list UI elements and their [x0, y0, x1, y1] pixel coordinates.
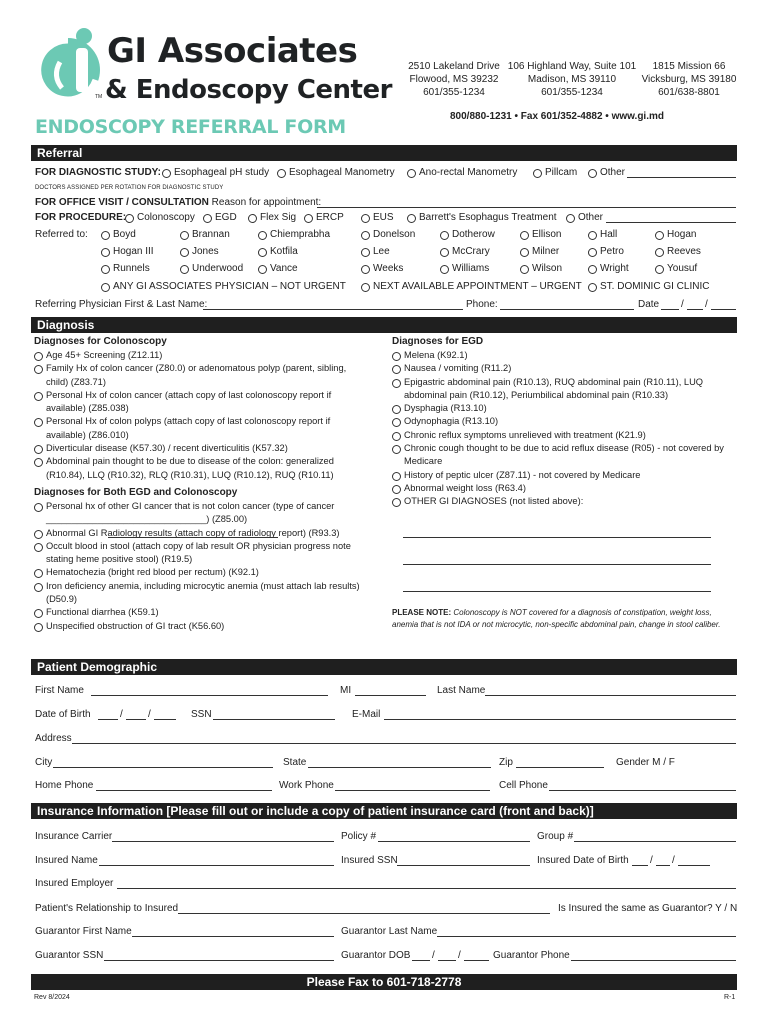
radio-circle-icon: [258, 265, 267, 274]
colonoscopy-dx-option[interactable]: [34, 442, 369, 455]
referral-date-day[interactable]: [687, 309, 703, 310]
egd-dx-option[interactable]: [392, 495, 736, 508]
insured-employer-line[interactable]: [117, 888, 736, 889]
option-procedure-other[interactable]: Other: [566, 212, 603, 224]
home-phone-line[interactable]: [96, 790, 272, 791]
doctor-option[interactable]: [655, 263, 697, 275]
radio-circle-icon: [655, 248, 664, 257]
doctor-option[interactable]: [361, 229, 415, 241]
colonoscopy-dx-option-label: Personal Hx of colon polyps (attach copy of last colonoscopy report if available) (Z86.010): [46, 416, 331, 440]
radio-circle-icon: [34, 530, 43, 539]
radio-circle-icon: [101, 265, 110, 274]
contact-line: 800/880-1231 • Fax 601/352-4882 • www.gi.md: [450, 111, 664, 122]
doctor-name: Donelson: [373, 229, 416, 240]
radio-circle-icon: [361, 265, 370, 274]
radio-circle-icon: [588, 283, 597, 292]
radio-circle-icon: [277, 169, 286, 178]
option-any-physician[interactable]: ANY GI ASSOCIATES PHYSICIAN – NOT URGENT: [101, 281, 346, 293]
doctor-option[interactable]: [361, 263, 403, 275]
gender-label[interactable]: Gender M / F: [616, 757, 675, 768]
doctor-name: Hall: [600, 229, 618, 240]
egd-dx-option-label: Melena (K92.1): [404, 350, 468, 360]
doctor-name: Weeks: [373, 263, 404, 274]
radio-circle-icon: [34, 623, 43, 632]
doctor-name: Williams: [452, 263, 490, 274]
egd-dx-option[interactable]: [392, 376, 736, 403]
colonoscopy-dx-option-label: Family Hx of colon cancer (Z80.0) or adenomatous polyp (parent, sibling, child) (Z83.71): [46, 363, 347, 387]
egd-dx-option-label: Dysphagia (R13.10): [404, 403, 487, 414]
egd-dx-option[interactable]: [392, 429, 736, 442]
policy-line[interactable]: [378, 841, 530, 842]
option-ercp[interactable]: ERCP: [304, 212, 344, 224]
colonoscopy-dx-option[interactable]: [34, 455, 369, 482]
both-dx-option-label: Hematochezia (bright red blood per rectum) (K92.1): [46, 567, 259, 578]
radio-circle-icon: [392, 379, 401, 388]
doctor-option[interactable]: [101, 229, 136, 241]
colonoscopy-dx-option[interactable]: [34, 349, 369, 362]
insured-dob-day[interactable]: [656, 865, 670, 866]
last-name-label: Last Name: [437, 685, 486, 696]
doctor-option[interactable]: [440, 246, 490, 258]
radio-circle-icon: [361, 248, 370, 257]
egd-dx-option-label: Chronic cough thought to be due to acid reflux disease (R05) - not covered by Medicare: [404, 443, 724, 467]
radio-circle-icon: [203, 214, 212, 223]
cell-phone-label: Cell Phone: [499, 780, 548, 791]
address-flowood: 2510 Lakeland Drive Flowood, MS 39232 601/355-1234: [408, 61, 500, 98]
radio-circle-icon: [440, 265, 449, 274]
doctor-option[interactable]: [258, 246, 298, 258]
guarantor-phone-label: Guarantor Phone: [493, 950, 570, 961]
radio-circle-icon: [407, 214, 416, 223]
doctor-name: Reeves: [667, 246, 701, 257]
radio-circle-icon: [520, 248, 529, 257]
radio-circle-icon: [655, 265, 664, 274]
work-phone-line[interactable]: [335, 790, 490, 791]
option-colonoscopy[interactable]: Colonoscopy: [125, 212, 195, 224]
referred-to-label: Referred to:: [35, 229, 88, 240]
fax-bar: Please Fax to 601-718-2778: [31, 974, 737, 990]
radio-circle-icon: [34, 543, 43, 552]
form-title: ENDOSCOPY REFERRAL FORM: [35, 116, 346, 138]
egd-dx-option-label: Abnormal weight loss (R63.4): [404, 482, 526, 493]
insurance-carrier-line[interactable]: [112, 841, 334, 842]
mi-line[interactable]: [355, 695, 426, 696]
doctor-name: Runnels: [113, 263, 150, 274]
logo-title-line2: & Endoscopy Center: [105, 75, 392, 105]
phone-label: Phone:: [466, 299, 498, 310]
slash: /: [458, 950, 461, 961]
doctor-option[interactable]: [655, 229, 696, 241]
egd-dx-option-label: OTHER GI DIAGNOSES (not listed above):: [404, 496, 584, 507]
insured-dob-month[interactable]: [632, 865, 648, 866]
radio-circle-icon: [34, 445, 43, 454]
radio-circle-icon: [101, 231, 110, 240]
both-dx-option[interactable]: [34, 606, 369, 619]
doctor-option[interactable]: [101, 263, 150, 275]
egd-dx-option[interactable]: [392, 362, 736, 375]
policy-label: Policy #: [341, 831, 377, 842]
egd-dx-option[interactable]: [392, 482, 736, 495]
radio-circle-icon: [361, 231, 370, 240]
radio-circle-icon: [392, 418, 401, 427]
doctor-name: Chiemprabha: [270, 229, 331, 240]
group-line[interactable]: [574, 841, 736, 842]
radio-circle-icon: [34, 569, 43, 578]
doctor-name: Dotherow: [452, 229, 495, 240]
option-esophageal-ph[interactable]: Esophageal pH study: [162, 167, 269, 179]
egd-dx-option[interactable]: [392, 402, 736, 415]
doctor-name: McCrary: [452, 246, 490, 257]
radio-circle-icon: [34, 418, 43, 427]
option-pillcam[interactable]: Pillcam: [533, 167, 577, 179]
state-line[interactable]: [308, 767, 491, 768]
egd-dx-option[interactable]: [392, 442, 736, 469]
slash: /: [432, 950, 435, 961]
diagnoses-egd: [392, 335, 736, 509]
insured-dob-year[interactable]: [678, 865, 710, 866]
address-line[interactable]: [72, 743, 736, 744]
both-dx-option-label: Abnormal GI Radiology results (attach copy of radiology report) (R93.3): [46, 527, 340, 538]
both-dx-option-label: Occult blood in stool (attach copy of lab result OR physician progress note stating heme positive stool) (R19.5): [46, 540, 351, 565]
gi-logo-icon: [32, 26, 104, 104]
doctor-name: Vance: [270, 263, 298, 274]
doctor-name: Ellison: [532, 229, 562, 240]
form-code: R-1: [724, 994, 736, 1001]
cancer-type-line[interactable]: [108, 537, 278, 538]
radio-circle-icon: [392, 365, 401, 374]
referral-phone-line[interactable]: [500, 309, 634, 310]
guarantor-last-line[interactable]: [437, 936, 736, 937]
revision-label: Rev 8/2024: [34, 994, 70, 1001]
slash: /: [705, 299, 708, 310]
option-eus[interactable]: EUS: [361, 212, 394, 224]
insurance-carrier-label: Insurance Carrier: [35, 831, 113, 842]
reason-line[interactable]: [317, 207, 736, 208]
radio-circle-icon: [258, 231, 267, 240]
doctor-name: Brannan: [192, 229, 230, 240]
colonoscopy-dx-option[interactable]: [34, 362, 369, 389]
both-dx-option-label: Personal hx of other GI cancer that is not colon cancer (type of cancer _______________________________) (Z85.00): [46, 500, 335, 525]
doctors-rotation-note: DOCTORS ASSIGNED PER ROTATION FOR DIAGNOSTIC STUDY: [35, 185, 224, 191]
both-dx-option[interactable]: [34, 580, 369, 607]
option-barretts[interactable]: Barrett's Esophagus Treatment: [407, 212, 557, 224]
option-anorectal-manometry[interactable]: Ano-rectal Manometry: [407, 167, 517, 179]
doctor-name: Yousuf: [667, 263, 698, 274]
relationship-label: Patient's Relationship to Insured: [35, 903, 179, 914]
doctor-name: Hogan: [667, 229, 697, 240]
both-dx-option[interactable]: [34, 540, 369, 567]
first-name-line[interactable]: [91, 695, 328, 696]
radio-circle-icon: [392, 352, 401, 361]
egd-dx-option-label: Nausea / vomiting (R11.2): [404, 363, 512, 374]
radio-circle-icon: [520, 231, 529, 240]
section-bar-patient: Patient Demographic: [31, 659, 737, 675]
radio-circle-icon: [407, 169, 416, 178]
doctor-name: Jones: [192, 246, 219, 257]
section-bar-referral: Referral: [31, 145, 737, 161]
guarantor-dob-label: Guarantor DOB: [341, 950, 411, 961]
doctor-name: Petro: [600, 246, 624, 257]
radio-circle-icon: [180, 248, 189, 257]
insured-name-line[interactable]: [99, 865, 334, 866]
mi-label: MI: [340, 685, 352, 696]
group-label: Group #: [537, 831, 574, 842]
section-bar-diagnosis: Diagnosis: [31, 317, 737, 333]
procedure-other-line[interactable]: [606, 222, 736, 223]
radio-circle-icon: [162, 169, 171, 178]
doctor-option[interactable]: [440, 229, 495, 241]
doctor-name: Kotfila: [270, 246, 298, 257]
colonoscopy-title: Diagnoses for Colonoscopy: [34, 336, 167, 347]
radio-circle-icon: [34, 365, 43, 374]
address-madison: 106 Highland Way, Suite 101 Madison, MS 39110 601/355-1234: [507, 61, 637, 98]
radio-circle-icon: [392, 472, 401, 481]
insured-ssn-line[interactable]: [397, 865, 530, 866]
referral-date-year[interactable]: [711, 309, 736, 310]
city-label: City: [35, 757, 53, 768]
diagnoses-colonoscopy: [34, 335, 369, 633]
same-as-guarantor-label[interactable]: Is Insured the same as Guarantor? Y / N: [558, 903, 738, 914]
radio-circle-icon: [101, 283, 110, 292]
ssn-label: SSN: [191, 709, 212, 720]
other-dx-line-2[interactable]: [403, 564, 711, 565]
radio-circle-icon: [34, 458, 43, 467]
option-st-dominic[interactable]: ST. DOMINIC GI CLINIC: [588, 281, 709, 293]
egd-dx-option-label: Epigastric abdominal pain (R10.13), RUQ abdominal pain (R10.11), LUQ abdominal pain (R10.12), Periumbilical abdominal pain (R10.33): [404, 376, 704, 400]
referral-date-label: Date: [638, 299, 660, 310]
guarantor-ssn-label: Guarantor SSN: [35, 950, 104, 961]
doctor-option[interactable]: [588, 229, 617, 241]
doctor-option[interactable]: [258, 263, 298, 275]
radio-circle-icon: [655, 231, 664, 240]
doctor-option[interactable]: [520, 263, 562, 275]
egd-dx-option-label: History of peptic ulcer (Z87.11) - not covered by Medicare: [404, 469, 641, 480]
egd-dx-option[interactable]: [392, 349, 736, 362]
doctor-option[interactable]: [180, 229, 230, 241]
option-next-available[interactable]: NEXT AVAILABLE APPOINTMENT – URGENT: [361, 281, 582, 293]
doctor-option[interactable]: [588, 263, 629, 275]
ssn-line[interactable]: [213, 719, 335, 720]
doctor-name: Wright: [600, 263, 629, 274]
guarantor-phone-line[interactable]: [571, 960, 736, 961]
logo-title-line1: GI Associates: [107, 31, 358, 71]
guarantor-first-line[interactable]: [132, 936, 334, 937]
please-note: PLEASE NOTE: Colonoscopy is NOT covered for a diagnosis of constipation, weight loss, anemia that is not IDA or not microcytic, non-specific abdominal pain, change in stool caliber.: [392, 608, 721, 629]
radio-circle-icon: [520, 265, 529, 274]
insured-name-label: Insured Name: [35, 855, 98, 866]
trademark-mark: TM: [95, 94, 103, 100]
radio-circle-icon: [180, 265, 189, 274]
colonoscopy-list: [34, 349, 369, 482]
doctor-option[interactable]: [101, 246, 154, 258]
radio-circle-icon: [588, 169, 597, 178]
radio-circle-icon: [258, 248, 267, 257]
radio-circle-icon: [392, 498, 401, 507]
radio-circle-icon: [392, 405, 401, 414]
radio-circle-icon: [440, 248, 449, 257]
dob-label: Date of Birth: [35, 709, 91, 720]
guarantor-dob-day[interactable]: [438, 960, 456, 961]
city-line[interactable]: [53, 767, 273, 768]
colonoscopy-dx-option-label: Personal Hx of colon cancer (attach copy of last colonoscopy report if available) (Z85.038): [46, 389, 332, 414]
doctor-name: Milner: [532, 246, 560, 257]
guarantor-last-label: Guarantor Last Name: [341, 926, 438, 937]
doctor-option[interactable]: [520, 229, 561, 241]
diagnostic-study-label: FOR DIAGNOSTIC STUDY:: [35, 167, 161, 178]
address-label: Address: [35, 733, 72, 744]
other-dx-line-3[interactable]: [403, 591, 711, 592]
work-phone-label: Work Phone: [279, 780, 334, 791]
dob-year[interactable]: [154, 719, 176, 720]
both-dx-option-label: Unspecified obstruction of GI tract (K56.60): [46, 620, 225, 631]
first-name-label: First Name: [35, 685, 84, 696]
radio-circle-icon: [533, 169, 542, 178]
radio-circle-icon: [440, 231, 449, 240]
egd-dx-option[interactable]: [392, 415, 736, 428]
diag-other-line[interactable]: [627, 177, 736, 178]
guarantor-first-label: Guarantor First Name: [35, 926, 132, 937]
option-flex-sig[interactable]: Flex Sig: [248, 212, 296, 224]
radio-circle-icon: [248, 214, 257, 223]
home-phone-label: Home Phone: [35, 780, 94, 791]
colonoscopy-dx-option[interactable]: [34, 389, 369, 416]
both-list: [34, 500, 369, 633]
insured-ssn-label: Insured SSN: [341, 855, 398, 866]
radio-circle-icon: [34, 503, 43, 512]
radio-circle-icon: [101, 248, 110, 257]
doctor-option[interactable]: [520, 246, 559, 258]
radio-circle-icon: [361, 283, 370, 292]
slash: /: [681, 299, 684, 310]
radio-circle-icon: [34, 352, 43, 361]
email-line[interactable]: [384, 719, 736, 720]
doctor-name: Underwood: [192, 263, 244, 274]
colonoscopy-dx-option-label: Abdominal pain thought to be due to disease of the colon: generalized (R10.84), LLQ (R10.32), RLQ (R10.31), LUQ (R10.12), RUQ (R10.11): [46, 456, 334, 480]
radio-circle-icon: [392, 432, 401, 441]
slash: /: [148, 709, 151, 720]
egd-dx-option-label: Chronic reflux symptoms unrelieved with treatment (K21.9): [404, 429, 646, 440]
egd-title: Diagnoses for EGD: [392, 336, 484, 347]
email-label: E-Mail: [352, 709, 381, 720]
doctor-option[interactable]: [180, 246, 219, 258]
slash: /: [672, 855, 675, 866]
cell-phone-line[interactable]: [549, 790, 736, 791]
radio-circle-icon: [392, 445, 401, 454]
colonoscopy-dx-option[interactable]: [34, 415, 369, 442]
doctor-name: Lee: [373, 246, 390, 257]
guarantor-dob-year[interactable]: [464, 960, 489, 961]
referring-physician-line[interactable]: [203, 309, 463, 310]
doctor-option[interactable]: [588, 246, 624, 258]
doctor-option[interactable]: [180, 263, 243, 275]
doctor-option[interactable]: [655, 246, 701, 258]
slash: /: [650, 855, 653, 866]
both-dx-option[interactable]: [34, 620, 369, 633]
doctor-option[interactable]: [361, 246, 390, 258]
referring-physician-label: Referring Physician First & Last Name:: [35, 299, 208, 310]
doctor-name: Wilson: [532, 263, 563, 274]
radio-circle-icon: [34, 583, 43, 592]
egd-list: [392, 349, 736, 509]
doctor-name: Hogan III: [113, 246, 154, 257]
radio-circle-icon: [34, 609, 43, 618]
zip-label: Zip: [499, 757, 513, 768]
egd-dx-option[interactable]: [392, 469, 736, 482]
procedure-label: FOR PROCEDURE:: [35, 212, 127, 223]
both-dx-option-label: Iron deficiency anemia, including microcytic anemia (must attach lab results)(D50.9): [46, 580, 360, 605]
last-name-line[interactable]: [485, 695, 736, 696]
insured-employer-label: Insured Employer: [35, 878, 114, 889]
both-dx-option-label: Functional diarrhea (K59.1): [46, 607, 159, 618]
doctor-option[interactable]: [440, 263, 489, 275]
state-label: State: [283, 757, 307, 768]
address-vicksburg: 1815 Mission 66 Vicksburg, MS 39180 601/638-8801: [641, 61, 737, 98]
option-esophageal-manometry[interactable]: Esophageal Manometry: [277, 167, 395, 179]
option-diag-other[interactable]: Other: [588, 167, 625, 179]
guarantor-ssn-line[interactable]: [104, 960, 334, 961]
radio-circle-icon: [125, 214, 134, 223]
doctor-option[interactable]: [258, 229, 330, 241]
zip-line[interactable]: [516, 767, 604, 768]
slash: /: [120, 709, 123, 720]
radio-circle-icon: [392, 485, 401, 494]
guarantor-dob-month[interactable]: [412, 960, 430, 961]
radio-circle-icon: [588, 248, 597, 257]
option-egd[interactable]: EGD: [203, 212, 237, 224]
referral-date-month[interactable]: [661, 309, 679, 310]
section-bar-insurance: Insurance Information [Please fill out or include a copy of patient insurance card (front and back)]: [31, 803, 737, 819]
radio-circle-icon: [588, 231, 597, 240]
office-visit-row: FOR OFFICE VISIT / CONSULTATION Reason for appointment:: [35, 197, 322, 208]
both-dx-option[interactable]: [34, 500, 369, 527]
radio-circle-icon: [566, 214, 575, 223]
colonoscopy-dx-option-label: Diverticular disease (K57.30) / recent diverticulitis (K57.32): [46, 443, 288, 454]
egd-dx-option-label: Odynophagia (R13.10): [404, 416, 499, 427]
dob-day[interactable]: [126, 719, 146, 720]
radio-circle-icon: [361, 214, 370, 223]
both-title: Diagnoses for Both EGD and Colonoscopy: [34, 486, 238, 498]
dob-month[interactable]: [98, 719, 118, 720]
insured-dob-label: Insured Date of Birth: [537, 855, 629, 866]
radio-circle-icon: [304, 214, 313, 223]
radio-circle-icon: [588, 265, 597, 274]
doctor-name: Boyd: [113, 229, 136, 240]
both-dx-option[interactable]: [34, 566, 369, 579]
radio-circle-icon: [34, 392, 43, 401]
radio-circle-icon: [180, 231, 189, 240]
relationship-line[interactable]: [178, 913, 550, 914]
other-dx-line-1[interactable]: [403, 537, 711, 538]
colonoscopy-dx-option-label: Age 45+ Screening (Z12.11): [46, 350, 163, 360]
